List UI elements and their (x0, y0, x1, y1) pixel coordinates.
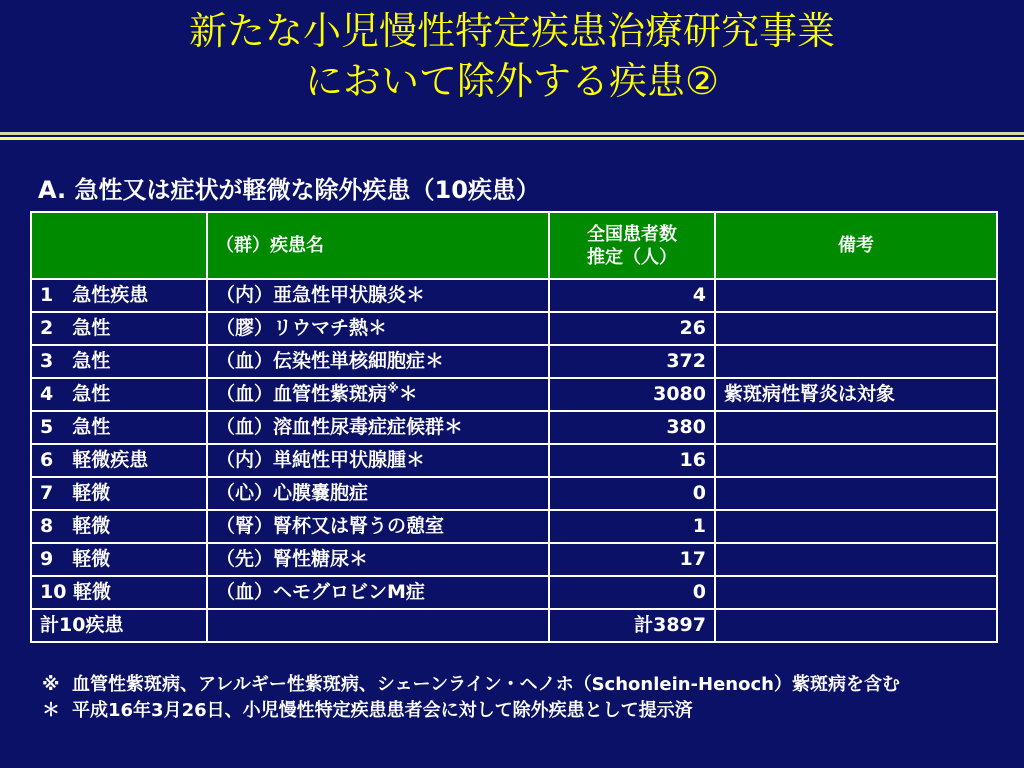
disease-name-cell (207, 477, 549, 510)
patient-count-cell: 17 (549, 543, 715, 576)
table-row (31, 312, 997, 345)
disease-name-text: （腎）腎杯又は腎うの憩室 (216, 515, 445, 537)
patient-count-cell: 0 (549, 477, 715, 510)
patient-count-cell: 1 (549, 510, 715, 543)
header-category (31, 212, 207, 279)
footnote-text: 平成16年3月26日、小児慢性特定疾患患者会に対して除外疾患として提示済 (72, 700, 693, 721)
table-row (31, 444, 997, 477)
notes-cell (715, 576, 997, 609)
footnote-item (42, 672, 1002, 698)
footnotes (42, 672, 1002, 724)
disease-name-cell (207, 411, 549, 444)
footnote-mark: ＊ (42, 700, 60, 721)
disease-name-text: （先）腎性糖尿＊ (216, 548, 369, 570)
header-patient-count (549, 212, 715, 279)
disease-name-text: （血）血管性紫斑病 (216, 383, 388, 405)
excluded-disease-table (30, 211, 998, 643)
header-patient-count-line1: 全国患者数 (587, 223, 677, 245)
disease-name-text: （血）ヘモグロビンM症 (216, 581, 425, 603)
header-patient-count-line2: 推定（人） (587, 246, 677, 268)
notes-cell (715, 279, 997, 312)
patient-count-cell: 380 (549, 411, 715, 444)
disease-name-cell (207, 576, 549, 609)
title-divider (0, 132, 1024, 135)
footnote-text: 血管性紫斑病、アレルギー性紫斑病、シェーンライン・ヘノホ（Schonlein-Henoch）紫斑病を含む (72, 674, 900, 695)
footnote-reference: ※ (387, 381, 399, 396)
category-cell: 計10疾患 (31, 609, 207, 642)
notes-cell (715, 411, 997, 444)
disease-name-cell (207, 312, 549, 345)
disease-name-cell (207, 510, 549, 543)
patient-count-cell: 16 (549, 444, 715, 477)
table-row (31, 543, 997, 576)
table-row (31, 378, 997, 411)
page-title-line1: 新たな小児慢性特定疾患治療研究事業 (188, 9, 835, 53)
category-cell: 6 軽微疾患 (31, 444, 207, 477)
patient-count-cell: 0 (549, 576, 715, 609)
notes-cell (715, 510, 997, 543)
disease-name-cell (207, 444, 549, 477)
header-notes: 備考 (715, 212, 997, 279)
disease-name-cell (207, 345, 549, 378)
page-title (0, 6, 1024, 106)
table-row (31, 510, 997, 543)
table-row (31, 279, 997, 312)
disease-name-cell (207, 609, 549, 642)
patient-count-cell: 26 (549, 312, 715, 345)
category-cell: 8 軽微 (31, 510, 207, 543)
notes-cell (715, 477, 997, 510)
table-row (31, 477, 997, 510)
footnote-mark: ※ (42, 674, 60, 695)
patient-count-cell: 372 (549, 345, 715, 378)
page-title-line2: において除外する疾患② (304, 59, 720, 103)
section-heading: A. 急性又は症状が軽微な除外疾患（10疾患） (38, 176, 540, 204)
table-row (31, 576, 997, 609)
disease-name-cell (207, 543, 549, 576)
category-cell: 2 急性 (31, 312, 207, 345)
notes-cell: 紫斑病性腎炎は対象 (715, 378, 997, 411)
disease-name-text: （血）伝染性単核細胞症＊ (216, 350, 445, 372)
asterisk-mark: ＊ (398, 383, 418, 405)
category-cell: 3 急性 (31, 345, 207, 378)
table-row (31, 345, 997, 378)
category-cell: 7 軽微 (31, 477, 207, 510)
disease-name-text: （内）単純性甲状腺腫＊ (216, 449, 426, 471)
notes-cell (715, 345, 997, 378)
table-row (31, 609, 997, 642)
title-divider-accent (0, 137, 1024, 140)
disease-name-cell (207, 279, 549, 312)
disease-name-cell (207, 378, 549, 411)
patient-count-cell: 計3897 (549, 609, 715, 642)
header-disease-name: （群）疾患名 (207, 212, 549, 279)
disease-name-text: （心）心膜嚢胞症 (216, 482, 369, 504)
category-cell: 9 軽微 (31, 543, 207, 576)
notes-cell (715, 312, 997, 345)
table-header-row (31, 212, 997, 279)
patient-count-cell: 4 (549, 279, 715, 312)
footnote-item (42, 698, 1002, 724)
category-cell: 1 急性疾患 (31, 279, 207, 312)
category-cell: 5 急性 (31, 411, 207, 444)
disease-name-text: （血）溶血性尿毒症症候群＊ (216, 416, 464, 438)
disease-name-text: （内）亜急性甲状腺炎＊ (216, 284, 426, 306)
category-cell: 10 軽微 (31, 576, 207, 609)
notes-cell (715, 543, 997, 576)
notes-cell (715, 609, 997, 642)
category-cell: 4 急性 (31, 378, 207, 411)
patient-count-cell: 3080 (549, 378, 715, 411)
table-row (31, 411, 997, 444)
disease-name-text: （膠）リウマチ熱＊ (216, 317, 388, 339)
notes-cell (715, 444, 997, 477)
